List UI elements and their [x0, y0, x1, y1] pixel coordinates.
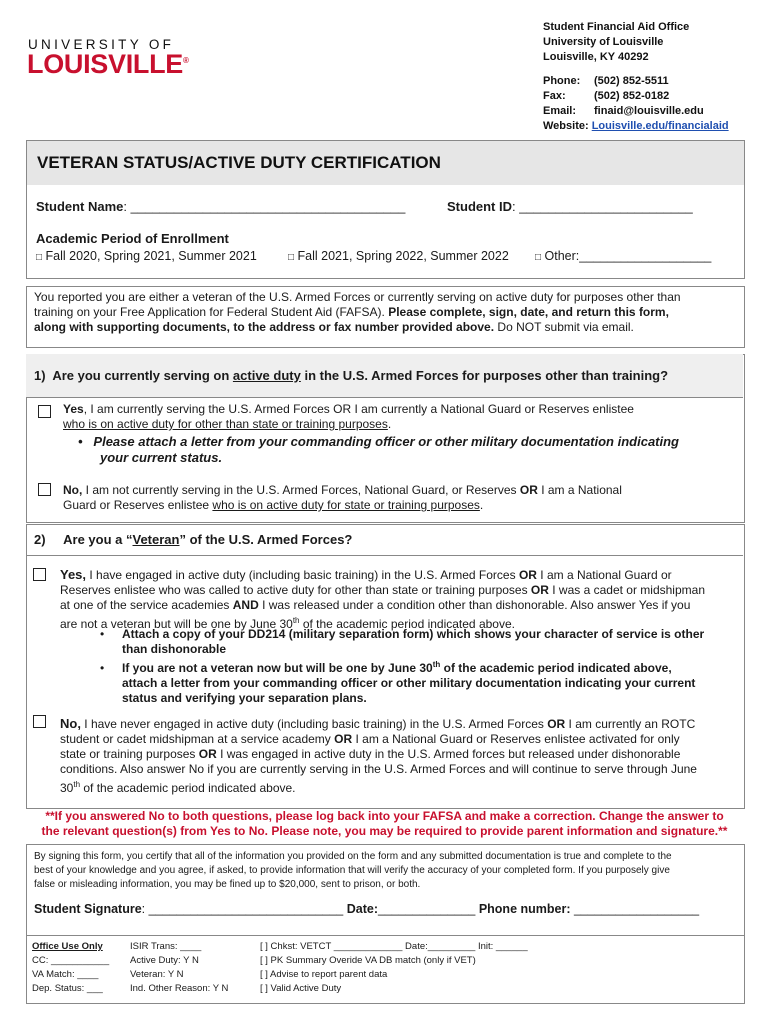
phone-number-field[interactable]: __________________ — [570, 902, 700, 916]
q1-no-checkbox[interactable] — [38, 483, 51, 496]
office-use-col-1 — [32, 940, 109, 996]
logo-wordmark: LOUISVILLE — [27, 49, 184, 79]
question-2-number: 2) — [34, 532, 46, 547]
office-phone: (502) 852-5511 — [594, 75, 669, 87]
email-label: Email: — [543, 105, 577, 117]
student-id-label: Student ID — [447, 199, 512, 214]
q1-yes-line-2 — [63, 417, 733, 432]
question-2-pre: Are you a “ — [63, 532, 133, 547]
q2-no-line-3 — [60, 747, 740, 762]
q2-bullet-1-line-1 — [100, 627, 730, 642]
q2-no-or-3: OR — [198, 747, 217, 761]
office-use-pk-summary: [ ] PK Summary Overide VA DB match (only if VET) — [260, 955, 476, 966]
signature-label: Student Signature — [34, 902, 142, 916]
certification-text — [34, 850, 740, 892]
academic-option-2[interactable] — [288, 249, 509, 263]
office-use-active-duty: Active Duty: Y N — [130, 955, 199, 966]
superscript-th: th — [73, 780, 81, 789]
q1-yes-note-line-2: your current status. — [100, 450, 223, 465]
office-use-heading: Office Use Only — [32, 941, 103, 952]
office-use-veteran: Veteran: Y N — [130, 969, 184, 980]
q2-no-line-2 — [60, 732, 740, 747]
q2-yes-and: AND — [232, 598, 259, 612]
certification-line-2: best of your knowledge and you agree, if asked, to provide information that will verify the accuracy of your completed form. If you purposely give — [34, 865, 670, 876]
fafsa-warning-line-2: the relevant question(s) from Yes to No. Please note, you may be required to provide parent information and signature.** — [41, 824, 728, 838]
student-name-label: Student Name — [36, 199, 124, 214]
fax-label: Fax: — [543, 90, 566, 102]
q2-no-line-1b: I am currently an ROTC — [565, 717, 696, 731]
q2-bullet-2-text-b: of the academic period indicated above, — [440, 661, 672, 675]
office-use-cc: CC: ___________ — [32, 955, 110, 966]
q1-yes-line-2-text: who is on active duty for other than state or training purposes — [63, 417, 388, 431]
student-id-row — [447, 199, 693, 214]
academic-option-other-label: Other:___________________ — [544, 249, 712, 263]
question-1-underlined: active duty — [232, 368, 301, 383]
q2-no-line-5 — [60, 777, 740, 796]
date-field[interactable]: ______________ — [378, 902, 476, 916]
intro-line-3c: Do NOT submit via email. — [497, 320, 634, 334]
checkbox-icon[interactable]: □ — [36, 252, 43, 263]
q2-yes-or-1: OR — [518, 568, 537, 582]
office-address: Louisville, KY 40292 — [543, 51, 649, 63]
registered-mark: ® — [183, 56, 189, 65]
q1-yes-line-1-text: , I am currently serving the U.S. Armed Forces OR I am currently a National Guard or Reserves enlistee — [83, 402, 634, 416]
question-1-pre: Are you currently serving on — [52, 368, 233, 383]
q1-no-line-1b: I am a National — [537, 483, 622, 497]
superscript-th: th — [292, 616, 300, 625]
q2-yes-line-2b: I was a cadet or midshipman — [548, 583, 705, 597]
q2-no-line-2b: I am a National Guard or Reserves enlistee activated for only — [352, 732, 680, 746]
website-link[interactable]: Louisville.edu/financialaid — [591, 120, 729, 132]
website-label: Website: — [543, 120, 589, 132]
bullet-icon: • — [100, 627, 105, 641]
intro-line-3b: along with supporting documents, to the address or fax number provided above. — [34, 320, 495, 334]
student-name-field[interactable]: : ______________________________________ — [123, 199, 406, 214]
question-2-text — [34, 532, 352, 547]
q2-no-label: No, — [60, 716, 81, 731]
academic-option-1-label: Fall 2020, Spring 2021, Summer 2021 — [45, 249, 257, 263]
q2-no-or-1: OR — [547, 717, 566, 731]
office-fax: (502) 852-0182 — [594, 90, 670, 102]
office-use-va-match: VA Match: ____ — [32, 969, 99, 980]
q1-yes-text — [63, 402, 733, 432]
q2-bullet-2-text: If you are not a veteran now but will be one by June 30 — [122, 661, 433, 675]
q2-yes-line-4b: of the academic period indicated above. — [299, 617, 515, 631]
office-use-col-3 — [260, 940, 528, 996]
q1-no-line-2 — [63, 498, 733, 513]
q2-yes-line-3-text: at one of the service academies — [60, 598, 233, 612]
q2-yes-line-3 — [60, 598, 735, 613]
q1-no-period: . — [479, 498, 484, 512]
phone-number-label: Phone number: — [478, 902, 571, 916]
q1-yes-line-1 — [63, 402, 733, 417]
academic-option-1[interactable] — [36, 249, 257, 263]
question-1-number: 1) — [34, 368, 46, 383]
office-use-advise: [ ] Advise to report parent data — [260, 969, 388, 980]
signature-field[interactable]: : ____________________________ — [141, 902, 344, 916]
student-name-row — [36, 199, 405, 214]
office-use-isir: ISIR Trans: ____ — [130, 941, 202, 952]
q1-no-line-2-underlined: who is on active duty for state or training purposes — [212, 498, 480, 512]
q2-yes-line-4-text: are not a veteran but will be one by June 30 — [60, 617, 293, 631]
q2-no-line-3b: I was engaged in active duty in the U.S. Armed forces but released under dishonorable — [216, 747, 681, 761]
intro-line-2a: training on your Free Application for Federal Student Aid (FAFSA). — [34, 305, 385, 319]
q2-bullet-2-line-1 — [100, 657, 730, 676]
office-university: University of Louisville — [543, 36, 664, 48]
certification-line-3: false or misleading information, you may be fined up to $20,000, sent to prison, or both. — [34, 879, 421, 890]
student-id-field[interactable]: : ________________________ — [512, 199, 693, 214]
q2-no-text — [60, 716, 740, 796]
checkbox-icon[interactable]: □ — [535, 252, 542, 263]
q1-yes-checkbox[interactable] — [38, 405, 51, 418]
office-use-ind-other: Ind. Other Reason: Y N — [130, 983, 229, 994]
q2-yes-line-1-text: I have engaged in active duty (including basic training) in the U.S. Armed Forces — [86, 568, 519, 582]
intro-line-1: You reported you are either a veteran of the U.S. Armed Forces or currently serving on active duty for purposes other than — [34, 290, 681, 304]
q2-no-line-5-text: 30 — [60, 781, 74, 795]
office-email: finaid@louisville.edu — [594, 105, 704, 117]
q2-yes-text — [60, 567, 735, 632]
q2-yes-line-3b: I was released under a condition other than dishonorable. Also answer Yes if you — [258, 598, 691, 612]
q2-bullet-2-line-3: status and verifying your separation plans. — [122, 691, 367, 705]
question-2-post: ” of the U.S. Armed Forces? — [179, 532, 353, 547]
bullet-icon: • — [78, 434, 83, 449]
superscript-th: th — [432, 660, 441, 669]
office-use-col-2 — [130, 940, 228, 996]
q1-no-line-2-text: Guard or Reserves enlistee — [63, 498, 213, 512]
academic-period-heading: Academic Period of Enrollment — [36, 231, 229, 246]
q1-no-text — [63, 483, 733, 513]
q2-yes-line-1b: I am a National Guard or — [536, 568, 672, 582]
q2-no-line-5b: of the academic period indicated above. — [80, 781, 296, 795]
q2-yes-line-2 — [60, 583, 735, 598]
certification-line-1: By signing this form, you certify that all of the information you provided on the form and any submitted documentation is true and complete to the — [34, 851, 672, 862]
q1-yes-note — [78, 434, 679, 466]
office-use-dep-status: Dep. Status: ___ — [32, 983, 103, 994]
q2-yes-line-1 — [60, 567, 735, 583]
q1-no-line-1 — [63, 483, 733, 498]
bullet-icon: • — [100, 661, 105, 675]
signature-row — [34, 902, 699, 916]
q2-yes-label: Yes, — [60, 567, 87, 582]
office-use-chkst: [ ] Chkst: VETCT _____________ Date:_________ Init: ______ — [260, 941, 528, 952]
question-2-underlined: Veteran — [132, 532, 180, 547]
intro-line-2b: Please complete, sign, date, and return this form, — [388, 305, 669, 319]
intro-line-3 — [34, 320, 740, 335]
form-title: VETERAN STATUS/ACTIVE DUTY CERTIFICATION — [37, 153, 441, 172]
date-label: Date: — [346, 902, 379, 916]
q1-no-or: OR — [519, 483, 538, 497]
fafsa-warning — [26, 809, 743, 839]
q1-no-label: No, — [63, 483, 83, 497]
q2-bullet-1-line-2: than dishonorable — [122, 642, 227, 656]
academic-option-other[interactable] — [535, 249, 711, 263]
q2-no-checkbox[interactable] — [33, 715, 46, 728]
q1-yes-period: . — [387, 417, 392, 431]
question-1-post: in the U.S. Armed Forces for purposes other than training? — [300, 368, 669, 383]
q2-no-or-2: OR — [334, 732, 353, 746]
logo-university-of: UNIVERSITY OF — [28, 37, 175, 52]
logo-louisville — [27, 49, 189, 80]
q2-no-line-1-text: I have never engaged in active duty (including basic training) in the U.S. Armed Forces — [80, 717, 548, 731]
intro-line-2 — [34, 305, 740, 320]
q2-yes-line-2-text: Reserves enlistee who was called to active duty for other than state or training purposes — [60, 583, 531, 597]
q2-no-line-4: conditions. Also answer No if you are currently serving in the U.S. Armed Forces and will continue to serve through June — [60, 762, 697, 776]
fafsa-warning-line-1: **If you answered No to both questions, please log back into your FAFSA and make a correction. Change the answer to — [45, 809, 724, 823]
question-1-text — [34, 368, 668, 383]
office-contact-block — [543, 20, 729, 134]
q2-yes-checkbox[interactable] — [33, 568, 46, 581]
q1-yes-note-text-1: Please attach a letter from your commanding officer or other military documentation indicating — [93, 434, 680, 449]
q2-yes-or-2: OR — [530, 583, 549, 597]
academic-option-2-label: Fall 2021, Spring 2022, Summer 2022 — [297, 249, 509, 263]
checkbox-icon[interactable]: □ — [288, 252, 295, 263]
q2-no-line-2-text: student or cadet midshipman at a service academy — [60, 732, 335, 746]
q1-yes-note-line-1 — [78, 434, 679, 450]
q2-bullet-2-line-2: attach a letter from your commanding officer or other military documentation indicating your current — [122, 676, 696, 690]
q1-yes-label: Yes — [63, 402, 84, 416]
q2-bullet-1-text: Attach a copy of your DD214 (military separation form) which shows your character of service is other — [122, 627, 705, 641]
intro-text — [34, 290, 740, 335]
q1-no-line-1-text: I am not currently serving in the U.S. Armed Forces, National Guard, or Reserves — [82, 483, 520, 497]
q2-no-line-1 — [60, 716, 740, 732]
q2-no-line-3-text: state or training purposes — [60, 747, 199, 761]
phone-label: Phone: — [543, 75, 581, 87]
q2-yes-bullets — [100, 627, 730, 706]
office-name: Student Financial Aid Office — [543, 21, 690, 33]
office-use-valid-active-duty: [ ] Valid Active Duty — [260, 983, 342, 994]
